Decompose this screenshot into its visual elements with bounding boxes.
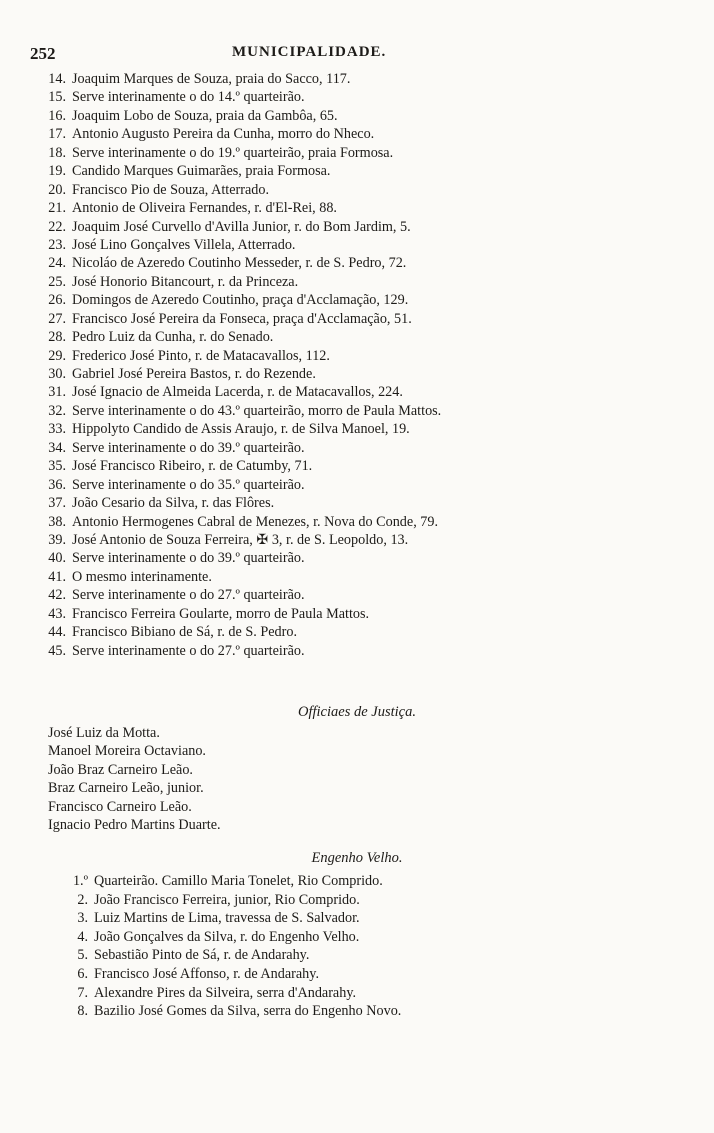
entry-number: 40. (48, 550, 66, 567)
list-item (30, 623, 690, 641)
entry-number: 27. (48, 310, 66, 327)
list-item (30, 107, 690, 125)
entry-text: Nicoláo de Azeredo Coutinho Messeder, r. de S. Pedro, 72. (72, 255, 407, 272)
official-name (48, 761, 668, 779)
entry-text: Serve interinamente o do 43.º quarteirão, morro de Paula Mattos. (72, 402, 442, 419)
list-item (30, 181, 690, 199)
official-name (48, 742, 668, 760)
entry-number: 6. (77, 965, 88, 982)
list-item (30, 494, 690, 512)
list-item (30, 291, 690, 309)
entry-number: 39. (48, 531, 66, 548)
list-item (30, 457, 690, 475)
entry-number: 14. (48, 71, 66, 87)
entry-number: 43. (48, 605, 66, 622)
entry-number: 7. (77, 984, 88, 1001)
entry-number: 3. (77, 910, 88, 927)
entry-number: 26. (48, 292, 66, 309)
entry-number: 44. (48, 624, 66, 641)
entry-text: João Gonçalves da Silva, r. do Engenho Velho. (94, 928, 360, 945)
entry-number: 2. (77, 891, 88, 908)
official-name (48, 724, 668, 742)
entry-text: Alexandre Pires da Silveira, serra d'Andarahy. (94, 984, 357, 1001)
list-item (30, 513, 690, 531)
entry-text: Serve interinamente o do 14.º quarteirão. (72, 89, 305, 106)
entry-text: Serve interinamente o do 27.º quarteirão. (72, 587, 305, 604)
entry-text: Joaquim Lobo de Souza, praia da Gambôa, 65. (72, 107, 338, 124)
entry-text: Sebastião Pinto de Sá, r. de Andarahy. (94, 947, 310, 964)
entry-text: Frederico José Pinto, r. de Matacavallos, 112. (72, 347, 330, 364)
entry-text: Manoel Moreira Octaviano. (48, 743, 206, 760)
entry-text: José Ignacio de Almeida Lacerda, r. de Matacavallos, 224. (72, 384, 403, 401)
entry-text: Francisco José Affonso, r. de Andarahy. (94, 965, 319, 982)
list-item (30, 549, 690, 567)
entry-text: Domingos de Azeredo Coutinho, praça d'Acclamação, 129. (72, 292, 409, 309)
official-name (48, 798, 668, 816)
list-item (30, 568, 690, 586)
entry-text: Serve interinamente o do 35.º quarteirão. (72, 476, 305, 493)
entry-text: Francisco Bibiano de Sá, r. de S. Pedro. (72, 624, 297, 641)
entry-text: Francisco Ferreira Goularte, morro de Paula Mattos. (72, 605, 370, 622)
list-item (30, 586, 690, 604)
entry-number: 18. (48, 144, 66, 161)
entry-number: 22. (48, 218, 66, 235)
list-item (48, 872, 688, 891)
entry-text: José Antonio de Souza Ferreira, ✠ 3, r. de S. Leopoldo, 13. (72, 531, 409, 548)
list-item (30, 218, 690, 236)
list-item (48, 1002, 688, 1021)
entry-text: Antonio Augusto Pereira da Cunha, morro do Nheco. (72, 126, 375, 143)
list-item (30, 70, 690, 88)
entry-number: 15. (48, 89, 66, 106)
entry-number: 38. (48, 513, 66, 530)
entry-text: Luiz Martins de Lima, travessa de S. Salvador. (94, 910, 360, 927)
entry-number: 16. (48, 107, 66, 124)
entry-text: Braz Carneiro Leão, junior. (48, 780, 204, 797)
entry-text: José Lino Gonçalves Villela, Atterrado. (72, 236, 296, 253)
entry-number: 23. (48, 236, 66, 253)
official-name (48, 816, 668, 834)
entry-text: José Honorio Bitancourt, r. da Princeza. (72, 273, 299, 290)
entry-text: Antonio de Oliveira Fernandes, r. d'El-Rei, 88. (72, 200, 337, 217)
entry-text: João Cesario da Silva, r. das Flôres. (72, 495, 275, 512)
entry-text: Joaquim Marques de Souza, praia do Sacco, 117. (72, 71, 351, 87)
official-name (48, 779, 668, 797)
entry-text: José Francisco Ribeiro, r. de Catumby, 71. (72, 458, 313, 475)
entry-text: Ignacio Pedro Martins Duarte. (48, 816, 221, 833)
entry-number: 37. (48, 495, 66, 512)
list-item (30, 439, 690, 457)
entry-number: 21. (48, 200, 66, 217)
list-item (30, 420, 690, 438)
entry-text: Joaquim José Curvello d'Avilla Junior, r. do Bom Jardim, 5. (72, 218, 411, 235)
entry-number: 33. (48, 421, 66, 438)
list-item (30, 383, 690, 401)
entry-text: Serve interinamente o do 27.º quarteirão. (72, 642, 305, 659)
entry-text: Candido Marques Guimarães, praia Formosa. (72, 163, 331, 180)
page-header (0, 44, 714, 66)
entry-number: 24. (48, 255, 66, 272)
entry-number: 4. (77, 928, 88, 945)
entry-text: Quarteirão. Camillo Maria Tonelet, Rio Comprido. (94, 873, 383, 889)
entry-text: Pedro Luiz da Cunha, r. do Senado. (72, 329, 274, 346)
engenho-section-title: Engenho Velho. (311, 850, 403, 866)
entry-number: 35. (48, 458, 66, 475)
entry-text: João Braz Carneiro Leão. (48, 761, 193, 778)
entry-number: 20. (48, 181, 66, 198)
entry-number: 32. (48, 402, 66, 419)
list-item (30, 531, 690, 549)
list-item (30, 605, 690, 623)
entry-number: 29. (48, 347, 66, 364)
list-item (30, 144, 690, 162)
officials-list (48, 724, 668, 834)
entry-number: 5. (77, 947, 88, 964)
list-item (30, 476, 690, 494)
entry-number: 30. (48, 366, 66, 382)
list-item (48, 909, 688, 928)
entry-text: João Francisco Ferreira, junior, Rio Comprido. (94, 891, 360, 908)
officials-section-title: Officiaes de Justiça. (298, 704, 416, 720)
entry-text: Bazilio José Gomes da Silva, serra do Engenho Novo. (94, 1003, 402, 1020)
entry-text: Serve interinamente o do 39.º quarteirão. (72, 439, 305, 456)
entry-text: Francisco Pio de Souza, Atterrado. (72, 181, 270, 198)
entry-number: 17. (48, 126, 66, 143)
entry-number: 8. (77, 1003, 88, 1020)
entry-text: Gabriel José Pereira Bastos, r. do Rezende. (72, 366, 316, 382)
entry-text: Serve interinamente o do 19.º quarteirão, praia Formosa. (72, 144, 394, 161)
entry-number: 41. (48, 568, 66, 585)
list-item (30, 199, 690, 217)
entry-text: Serve interinamente o do 39.º quarteirão. (72, 550, 305, 567)
page-number: 252 (30, 44, 56, 63)
list-item (30, 347, 690, 365)
entry-number: 28. (48, 329, 66, 346)
running-title: MUNICIPALIDADE. (232, 44, 387, 60)
list-item (48, 946, 688, 965)
entry-text: O mesmo interinamente. (72, 568, 212, 585)
list-item (30, 402, 690, 420)
list-item (30, 310, 690, 328)
list-item (30, 88, 690, 106)
inspector-list (30, 70, 690, 660)
entry-number: 1.º (72, 873, 88, 889)
list-item (30, 236, 690, 254)
list-item (30, 642, 690, 660)
entry-number: 25. (48, 273, 66, 290)
entry-number: 31. (48, 384, 66, 401)
entry-number: 19. (48, 163, 66, 180)
list-item (48, 984, 688, 1003)
list-item (48, 928, 688, 947)
entry-text: Antonio Hermogenes Cabral de Menezes, r. Nova do Conde, 79. (72, 513, 439, 530)
list-item (30, 162, 690, 180)
list-item (48, 965, 688, 984)
entry-number: 34. (48, 439, 66, 456)
list-item (30, 365, 690, 383)
list-item (48, 891, 688, 910)
list-item (30, 254, 690, 272)
entry-text: Francisco José Pereira da Fonseca, praça d'Acclamação, 51. (72, 310, 412, 327)
entry-number: 42. (48, 587, 66, 604)
entry-number: 36. (48, 476, 66, 493)
list-item (30, 125, 690, 143)
entry-number: 45. (48, 642, 66, 659)
engenho-list (48, 872, 688, 1021)
list-item (30, 273, 690, 291)
list-item (30, 328, 690, 346)
entry-text: Hippolyto Candido de Assis Araujo, r. de Silva Manoel, 19. (72, 421, 410, 438)
entry-text: Francisco Carneiro Leão. (48, 798, 192, 815)
entry-text: José Luiz da Motta. (48, 725, 160, 741)
